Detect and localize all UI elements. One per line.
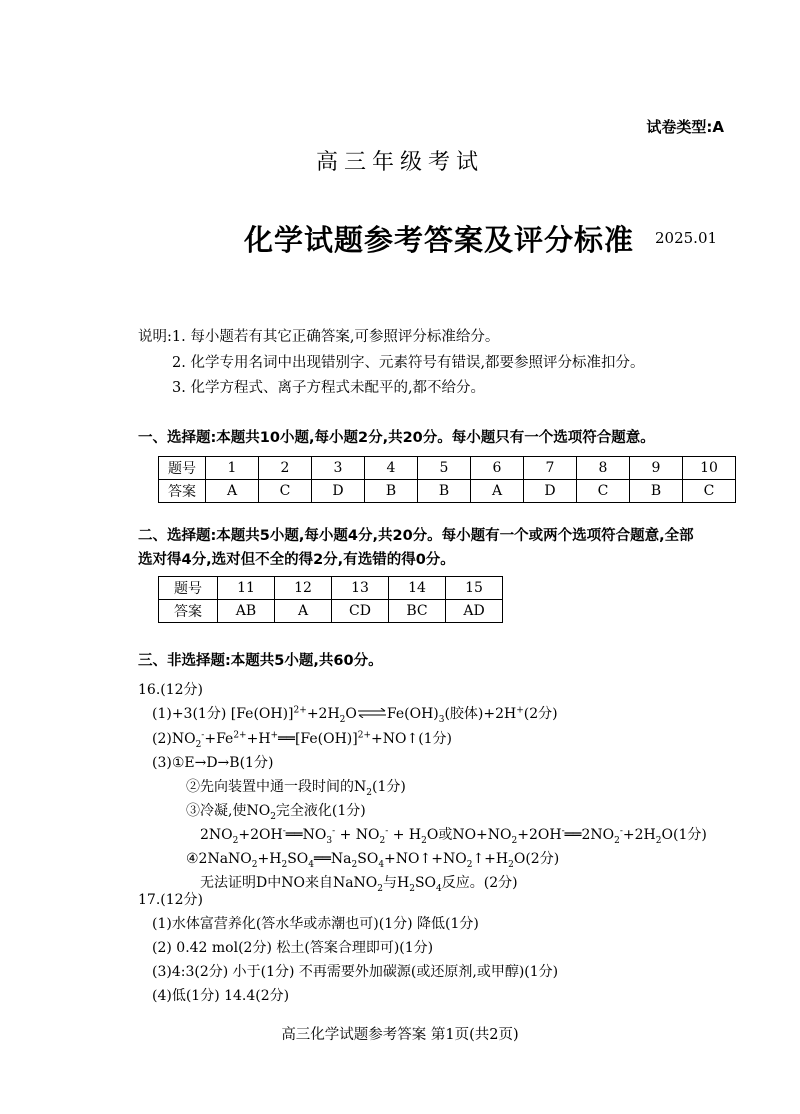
table-cell: 5 [418, 457, 471, 480]
row-label: 答案 [159, 480, 206, 503]
table-cell: 8 [577, 457, 630, 480]
table-cell: 3 [312, 457, 365, 480]
question-17-header: 17.(12分) [138, 892, 204, 908]
note-line-1: 说明:1. 每小题若有其它正确答案,可参照评分标准给分。 [138, 329, 500, 345]
table-row-answers [159, 600, 503, 623]
section-1-title: 一、选择题:本题共10小题,每小题2分,共20分。每小题只有一个选项符合题意。 [138, 430, 655, 446]
table-cell: CD [332, 600, 389, 623]
table-cell: C [577, 480, 630, 503]
table-cell: 10 [683, 457, 736, 480]
table-cell: 7 [524, 457, 577, 480]
table-cell: 15 [446, 577, 503, 600]
q16-part-3-step-2: ②先向装置中通一段时间的$N_2(1$分) [186, 779, 406, 798]
q16-part-3-step-3: ③冷凝,使$NO_2$完全液化(1分) [186, 803, 366, 822]
table-cell: B [630, 480, 683, 503]
table-cell: AD [446, 600, 503, 623]
paper-type-label: 试卷类型:A [646, 118, 724, 136]
answer-table-1 [158, 456, 736, 503]
q16-part-3-equation: $2NO_2+2OH^-══NO_3^- + NO_2^- + H_2O$或$NO+NO_2+2OH^-══2NO_2^-+2H_2O(1$分) [200, 826, 707, 846]
table-cell: 12 [275, 577, 332, 600]
q17-part-2: (2) 0.42 mol(2分) 松土(答案合理即可)(1分) [152, 940, 434, 956]
row-label: 答案 [159, 600, 218, 623]
table-cell: D [312, 480, 365, 503]
table-cell: B [418, 480, 471, 503]
note-line-3: 3. 化学方程式、离子方程式未配平的,都不给分。 [172, 380, 486, 396]
row-label: 题号 [159, 457, 206, 480]
table-cell: A [275, 600, 332, 623]
table-cell: 4 [365, 457, 418, 480]
table-cell: 13 [332, 577, 389, 600]
q16-part-1: (1)+3(1分) $[Fe(OH)]^{2+}+2H_2O$ $Fe(OH)_3$(胶体)+2H+(2分) [152, 705, 558, 725]
table-row-numbers [159, 457, 736, 480]
section-2-title-line-1: 二、选择题:本题共5小题,每小题4分,共20分。每小题有一个或两个选项符合题意,全部 [138, 528, 694, 544]
q17-part-1: (1)水体富营养化(答水华或赤潮也可)(1分) 降低(1分) [152, 916, 479, 932]
table-row-numbers [159, 577, 503, 600]
table-row-answers [159, 480, 736, 503]
q16-part-3-step-4: $④2NaNO_2+H_2SO_4══Na_2SO_4+NO↑+NO_2↑+H_2O(2$分) [186, 851, 560, 870]
table-cell: BC [389, 600, 446, 623]
table-cell: AB [218, 600, 275, 623]
table-cell: 6 [471, 457, 524, 480]
q17-part-3: (3)4:3(2分) 小于(1分) 不再需要外加碳源(或还原剂,或甲醇)(1分) [152, 964, 559, 980]
q16-part-3-conclusion: 无法证明D中NO来自NaNO$_2$与$H_2SO_4$反应。(2分) [200, 875, 518, 894]
table-cell: 11 [218, 577, 275, 600]
exam-date: 2025.01 [655, 229, 718, 247]
q17-part-4: (4)低(1分) 14.4(2分) [152, 988, 290, 1004]
table-cell: 2 [259, 457, 312, 480]
section-2-title-line-2: 选对得4分,选对但不全的得2分,有选错的得0分。 [138, 552, 455, 568]
question-16-header: 16.(12分) [138, 682, 204, 698]
table-cell: 14 [389, 577, 446, 600]
table-cell: A [206, 480, 259, 503]
q16-part-3: (3)①E→D→B(1分) [152, 755, 274, 771]
page-footer: 高三化学试题参考答案 第1页(共2页) [281, 1027, 519, 1043]
section-3-title: 三、非选择题:本题共5小题,共60分。 [138, 653, 383, 669]
table-cell: B [365, 480, 418, 503]
row-label: 题号 [159, 577, 218, 600]
q16-part-2: $(2)NO_2^-+Fe^{2+}+H^+══[Fe(OH)]^{2+}+NO↑(1$分) [152, 730, 453, 750]
table-cell: D [524, 480, 577, 503]
table-cell: 1 [206, 457, 259, 480]
page-title: 化学试题参考答案及评分标准 [244, 223, 635, 257]
table-cell: C [683, 480, 736, 503]
reversible-arrow-icon [357, 708, 387, 718]
table-cell: C [259, 480, 312, 503]
note-line-2: 2. 化学专用名词中出现错别字、元素符号有错误,都要参照评分标准扣分。 [172, 355, 645, 371]
table-cell: 9 [630, 457, 683, 480]
answer-table-2 [158, 576, 503, 623]
table-cell: A [471, 480, 524, 503]
exam-title: 高三年级考试 [315, 150, 484, 175]
